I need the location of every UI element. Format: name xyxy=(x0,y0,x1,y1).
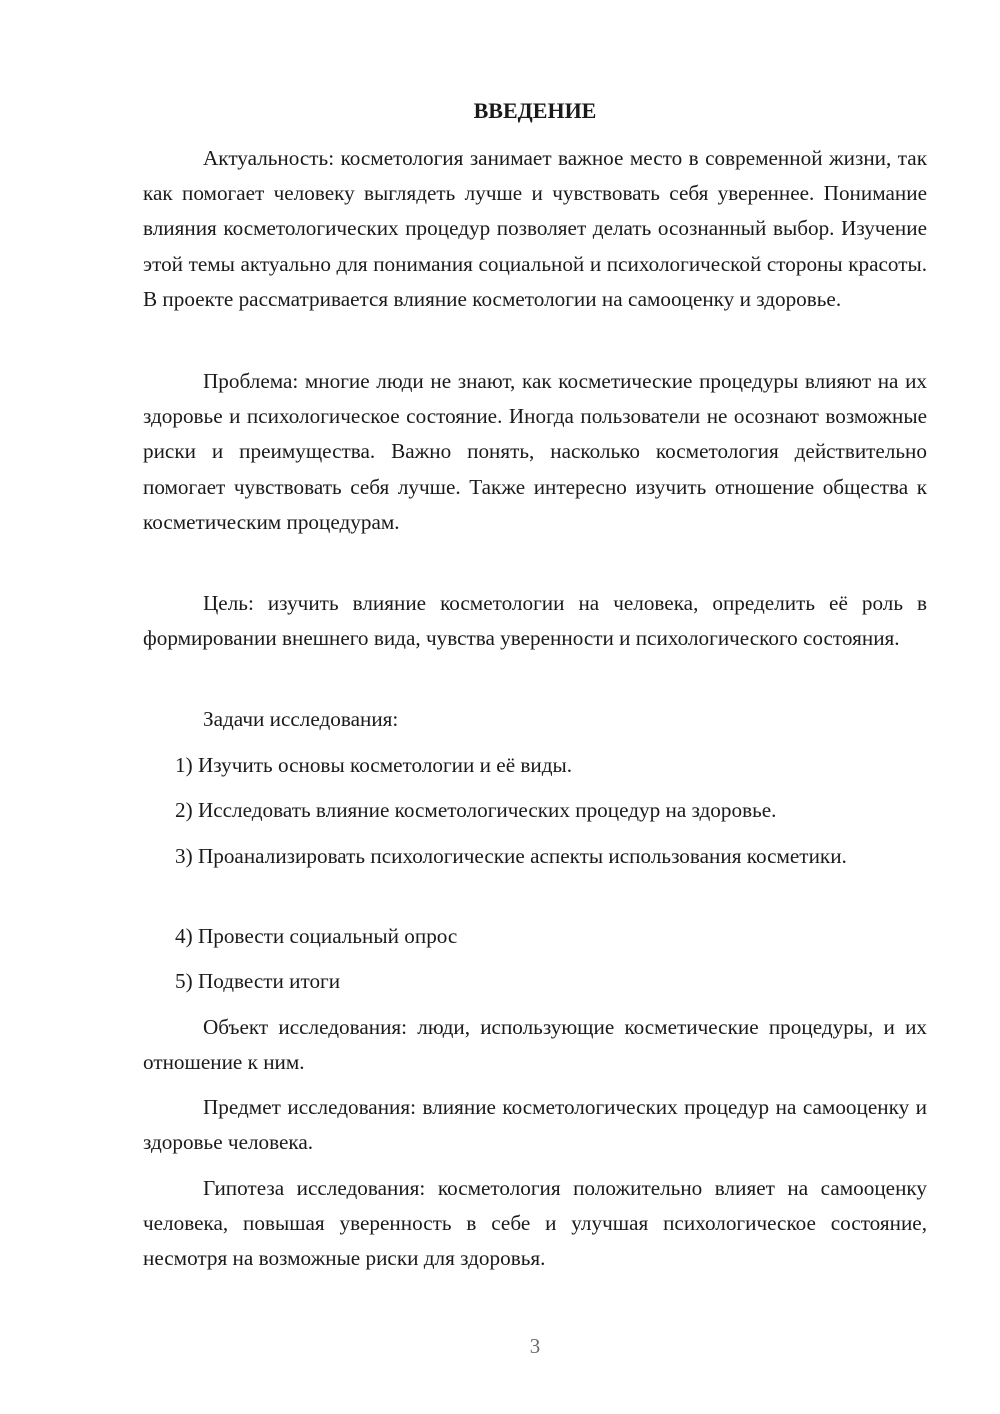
hypothesis-paragraph: Гипотеза исследования: косметология положительно влияет на самооценку человека, повышая уверенность в себе и улучшая психологическое состояние, несмотря на возможные риски для здоровья. xyxy=(143,1176,927,1271)
page-heading: ВВЕДЕНИЕ xyxy=(473,98,597,123)
page-number: 3 xyxy=(529,1334,541,1358)
task-item-5: 5) Подвести итоги xyxy=(175,969,341,993)
goal-paragraph: Цель: изучить влияние косметологии на человека, определить её роль в формировании внешнего вида, чувства уверенности и психологического состояния. xyxy=(143,591,927,651)
problem-paragraph: Проблема: многие люди не знают, как косметические процедуры влияют на их здоровье и психологическое состояние. Иногда пользователи не осознают возможные риски и преимущества. Важно понять, насколько косметология действительно помогает чувствовать себя лучше. Также интересно изучить отношение общества к косметическим процедурам. xyxy=(143,369,927,534)
task-item-2: 2) Исследовать влияние косметологических процедур на здоровье. xyxy=(175,798,777,822)
task-item-3: 3) Проанализировать психологические аспекты использования косметики. xyxy=(175,844,847,868)
tasks-title: Задачи исследования: xyxy=(203,707,399,731)
task-item-1: 1) Изучить основы косметологии и её виды. xyxy=(175,753,573,777)
subject-paragraph: Предмет исследования: влияние косметологических процедур на самооценку и здоровье человека. xyxy=(143,1095,927,1155)
relevance-paragraph: Актуальность: косметология занимает важное место в современной жизни, так как помогает человеку выглядеть лучше и чувствовать себя увереннее. Понимание влияния косметологических процедур позволяет делать осознанный выбор. Изучение этой темы актуально для понимания социальной и психологической стороны красоты. В проекте рассматривается влияние косметологии на самооценку и здоровье. xyxy=(143,146,927,311)
task-item-4: 4) Провести социальный опрос xyxy=(175,924,458,948)
object-paragraph: Объект исследования: люди, использующие косметические процедуры, и их отношение к ним. xyxy=(143,1015,927,1075)
